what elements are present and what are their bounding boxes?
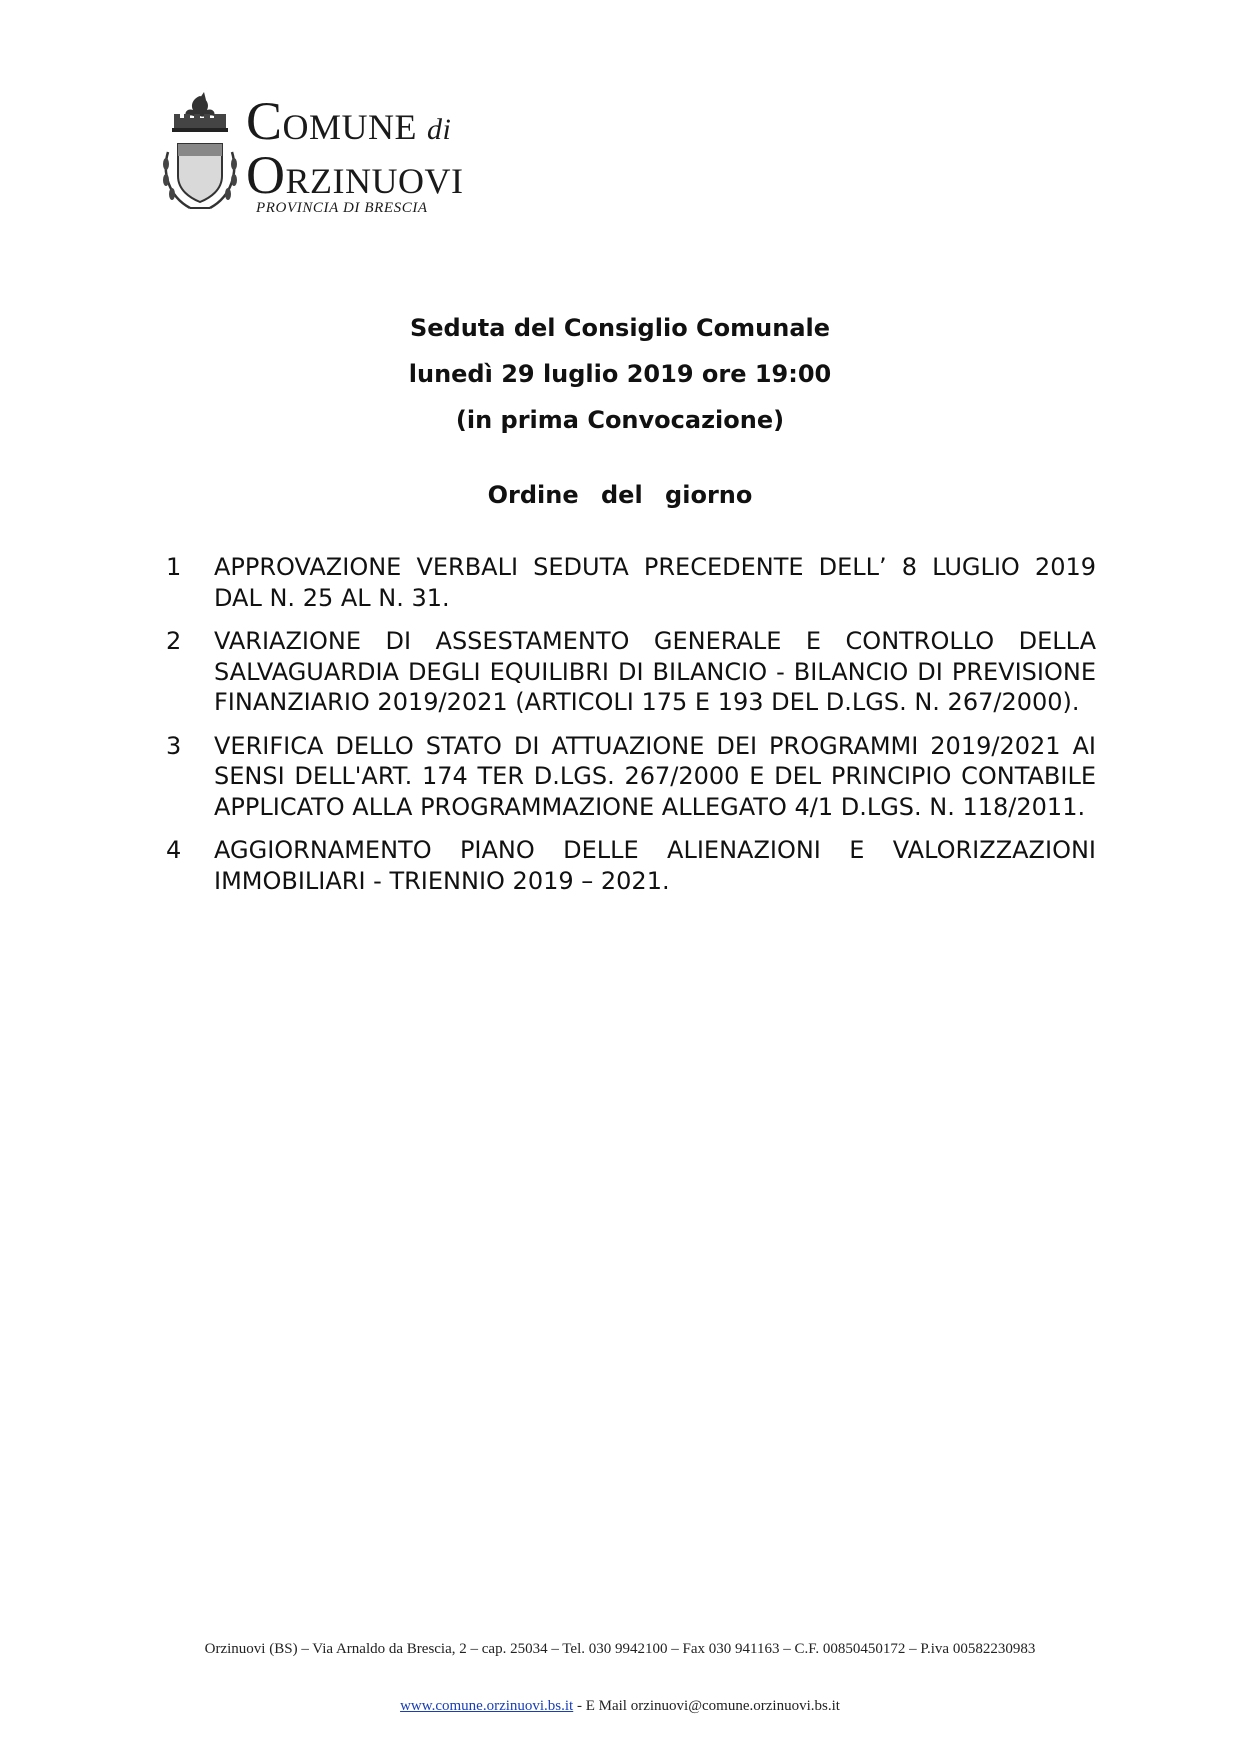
footer-email: - E Mail orzinuovi@comune.orzinuovi.bs.it xyxy=(573,1698,840,1714)
municipality-logo xyxy=(160,92,490,222)
meeting-convocation: (in prima Convocazione) xyxy=(455,406,785,434)
footer-address: Orzinuovi (BS) – Via Arnaldo da Brescia, 2 – cap. 25034 – Tel. 030 9942100 – Fax 030 941163 – C.F. 00850450172 – P.iva 00582230983 xyxy=(204,1641,1036,1657)
agenda-item xyxy=(166,835,1096,896)
agenda-item-number: 4 xyxy=(166,836,182,864)
agenda-item xyxy=(166,731,1096,823)
agenda-item-text: VERIFICA DELLO STATO DI ATTUAZIONE DEI PROGRAMMI 2019/2021 AI SENSI DELL'ART. 174 TER D.LGS. 267/2000 E DEL PRINCIPIO CONTABILE APPLICATO ALLA PROGRAMMAZIONE ALLEGATO 4/1 D.LGS. N. 118/2011. xyxy=(214,731,1096,821)
agenda-item-number: 3 xyxy=(166,731,182,760)
meeting-title: Seduta del Consiglio Comunale xyxy=(409,314,831,342)
agenda-item xyxy=(166,552,1096,613)
agenda-item-text: VARIAZIONE DI ASSESTAMENTO GENERALE E CONTROLLO DELLA SALVAGUARDIA DEGLI EQUILIBRI DI BILANCIO - BILANCIO DI PREVISIONE FINANZIARIO 2019/2021 (ARTICOLI 175 E 193 DEL D.LGS. N. 267/2000). xyxy=(214,627,1096,716)
logo-line-orzinuovi: ORZINUOVI xyxy=(246,145,464,205)
website-link[interactable]: www.comune.orzinuovi.bs.it xyxy=(400,1698,574,1714)
logo-line-comune: COMUNE di xyxy=(246,91,452,151)
agenda-heading: Ordine del giorno xyxy=(487,481,753,509)
meeting-date: lunedì 29 luglio 2019 ore 19:00 xyxy=(408,360,832,388)
footer-contact xyxy=(150,1697,1090,1716)
agenda-list xyxy=(166,552,1096,909)
agenda-item-text: APPROVAZIONE VERBALI SEDUTA PRECEDENTE DELL’ 8 LUGLIO 2019 DAL N. 25 AL N. 31. xyxy=(214,553,1096,612)
agenda-item xyxy=(166,626,1096,718)
coat-of-arms-icon xyxy=(160,92,250,220)
agenda-item-number: 1 xyxy=(166,553,182,581)
agenda-item-number: 2 xyxy=(166,627,182,655)
agenda-item-text: AGGIORNAMENTO PIANO DELLE ALIENAZIONI E VALORIZZAZIONI IMMOBILIARI - TRIENNIO 2019 – 2021. xyxy=(214,836,1096,895)
logo-line-provincia: PROVINCIA DI BRESCIA xyxy=(256,200,428,216)
